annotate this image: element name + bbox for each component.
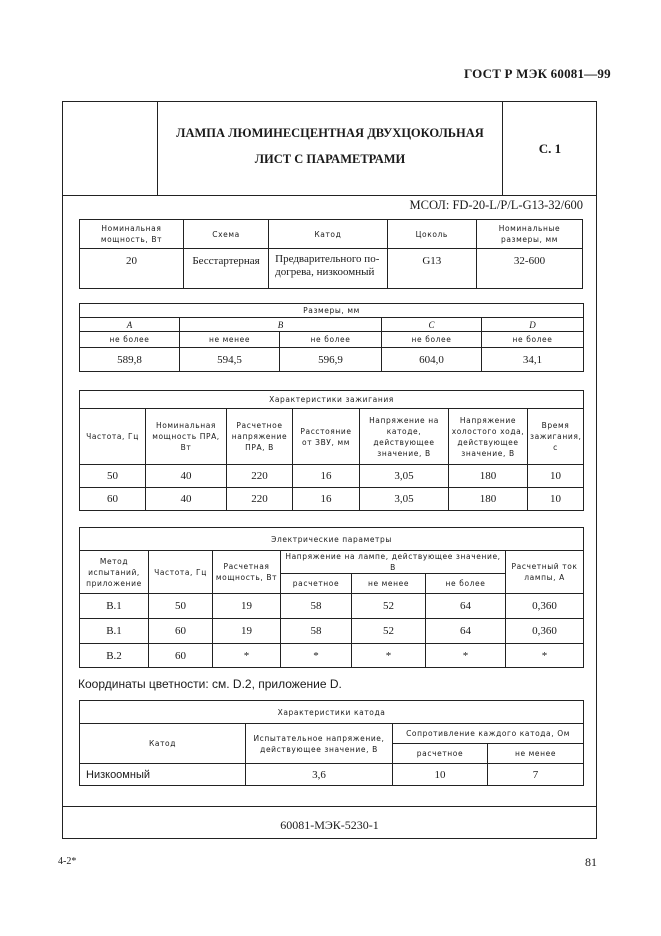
- cell: 60: [149, 644, 213, 668]
- header: Номинальная мощность ПРА, Вт: [146, 409, 227, 465]
- value: 604,0: [382, 348, 482, 372]
- cell: Низкоомный: [80, 764, 246, 786]
- header-voltage: Напряжение на лампе, действующее значение, В: [281, 551, 506, 574]
- value: 34,1: [482, 348, 584, 372]
- header: Напряжение холостого хода, действующее значение, В: [449, 409, 528, 465]
- cell: 52: [352, 619, 426, 644]
- cell: 50: [149, 594, 213, 619]
- col-a: A: [80, 318, 180, 332]
- cell: 220: [227, 465, 293, 488]
- header-cathode: Катод: [269, 220, 387, 249]
- limit: не более: [482, 332, 584, 348]
- cell: 60: [149, 619, 213, 644]
- header: Напряжение на катоде, действующее значение, В: [360, 409, 449, 465]
- cell: 180: [449, 465, 528, 488]
- cell: 16: [293, 488, 360, 511]
- col-b: B: [180, 318, 382, 332]
- cell: 3,6: [246, 764, 393, 786]
- cell-size: 32-600: [476, 249, 582, 289]
- header: Частота, Гц: [80, 409, 146, 465]
- cell-power: 20: [80, 249, 184, 289]
- cell: *: [352, 644, 426, 668]
- general-table: [79, 219, 583, 289]
- header-frequency: Частота, Гц: [149, 551, 213, 594]
- cell: 3,05: [360, 488, 449, 511]
- cell: *: [213, 644, 281, 668]
- page-label: С. 1: [538, 141, 562, 156]
- col-d: D: [482, 318, 584, 332]
- cell: 10: [528, 488, 584, 511]
- cell: 60: [80, 488, 146, 511]
- sub-header: не более: [426, 574, 506, 594]
- sub-header: расчетное: [393, 744, 488, 764]
- dimensions-title: Размеры, мм: [80, 304, 584, 318]
- cell-base: G13: [387, 249, 476, 289]
- header: Расстояние от ЗВУ, мм: [293, 409, 360, 465]
- cell: *: [426, 644, 506, 668]
- header-test-voltage: Испытательное напряжение, действующее значение, В: [246, 724, 393, 764]
- cell: 58: [281, 594, 352, 619]
- cell: 40: [146, 465, 227, 488]
- cell: 0,360: [506, 619, 584, 644]
- header-size: Номинальные размеры, мм: [476, 220, 582, 249]
- cell: 64: [426, 594, 506, 619]
- sheet-title: ЛАМПА ЛЮМИНЕСЦЕНТНАЯ ДВУХЦОКОЛЬНАЯ: [176, 126, 484, 140]
- sub-header: не менее: [488, 744, 584, 764]
- limit: не более: [280, 332, 382, 348]
- header-base: Цоколь: [387, 220, 476, 249]
- value: 589,8: [80, 348, 180, 372]
- ignition-title: Характеристики зажигания: [80, 391, 584, 409]
- col-c: C: [382, 318, 482, 332]
- value: 596,9: [280, 348, 382, 372]
- cell: 64: [426, 619, 506, 644]
- cell: 10: [528, 465, 584, 488]
- ignition-table: [79, 390, 584, 511]
- chromaticity-note: Координаты цветности: см. D.2, приложение D.: [78, 677, 342, 691]
- cell: 19: [213, 619, 281, 644]
- cell: 10: [393, 764, 488, 786]
- cell: *: [506, 644, 584, 668]
- model-designation: МСОЛ: FD-20-L/P/L-G13-32/600: [409, 198, 583, 212]
- divider: [157, 101, 158, 196]
- cell: 40: [146, 488, 227, 511]
- limit: не более: [80, 332, 180, 348]
- dimensions-table: [79, 303, 584, 372]
- divider: [62, 195, 597, 196]
- header: Расчетное напряжение ПРА, В: [227, 409, 293, 465]
- cell: *: [281, 644, 352, 668]
- cell: B.2: [80, 644, 149, 668]
- cathode-table: [79, 700, 584, 786]
- cathode-line: Предварительного по-: [275, 253, 380, 265]
- cell-cathode: [269, 249, 387, 289]
- cell: 52: [352, 594, 426, 619]
- cathode-title: Характеристики катода: [80, 701, 584, 724]
- cell: 19: [213, 594, 281, 619]
- sheet-subtitle: ЛИСТ С ПАРАМЕТРАМИ: [254, 152, 406, 166]
- divider: [62, 806, 597, 807]
- limit: не более: [382, 332, 482, 348]
- cell: 220: [227, 488, 293, 511]
- cell: 58: [281, 619, 352, 644]
- header: Время зажигания, с: [528, 409, 584, 465]
- sub-header: расчетное: [281, 574, 352, 594]
- document-code: 60081-МЭК-5230-1: [280, 818, 379, 832]
- sub-header: не менее: [352, 574, 426, 594]
- cathode-line: догрева, низкоомный: [275, 266, 375, 278]
- header-power: Расчетная мощность, Вт: [213, 551, 281, 594]
- cell-scheme: Бесстартерная: [183, 249, 268, 289]
- header-method: Метод испытаний, приложение: [80, 551, 149, 594]
- print-mark: 4-2*: [58, 856, 77, 867]
- page-number: 81: [585, 855, 597, 869]
- cell: 7: [488, 764, 584, 786]
- cell: B.1: [80, 594, 149, 619]
- header-resistance: Сопротивление каждого катода, Ом: [393, 724, 584, 744]
- electrical-title: Электрические параметры: [80, 528, 584, 551]
- electrical-table: [79, 527, 584, 668]
- header-scheme: Схема: [183, 220, 268, 249]
- cell: B.1: [80, 619, 149, 644]
- cell: 180: [449, 488, 528, 511]
- header-cathode: Катод: [80, 724, 246, 764]
- limit: не менее: [180, 332, 280, 348]
- cell: 0,360: [506, 594, 584, 619]
- header-current: Расчетный ток лампы, А: [506, 551, 584, 594]
- standard-number: ГОСТ Р МЭК 60081—99: [464, 66, 611, 81]
- header-power: Номинальная мощность, Вт: [80, 220, 184, 249]
- value: 594,5: [180, 348, 280, 372]
- cell: 50: [80, 465, 146, 488]
- cell: 3,05: [360, 465, 449, 488]
- cell: 16: [293, 465, 360, 488]
